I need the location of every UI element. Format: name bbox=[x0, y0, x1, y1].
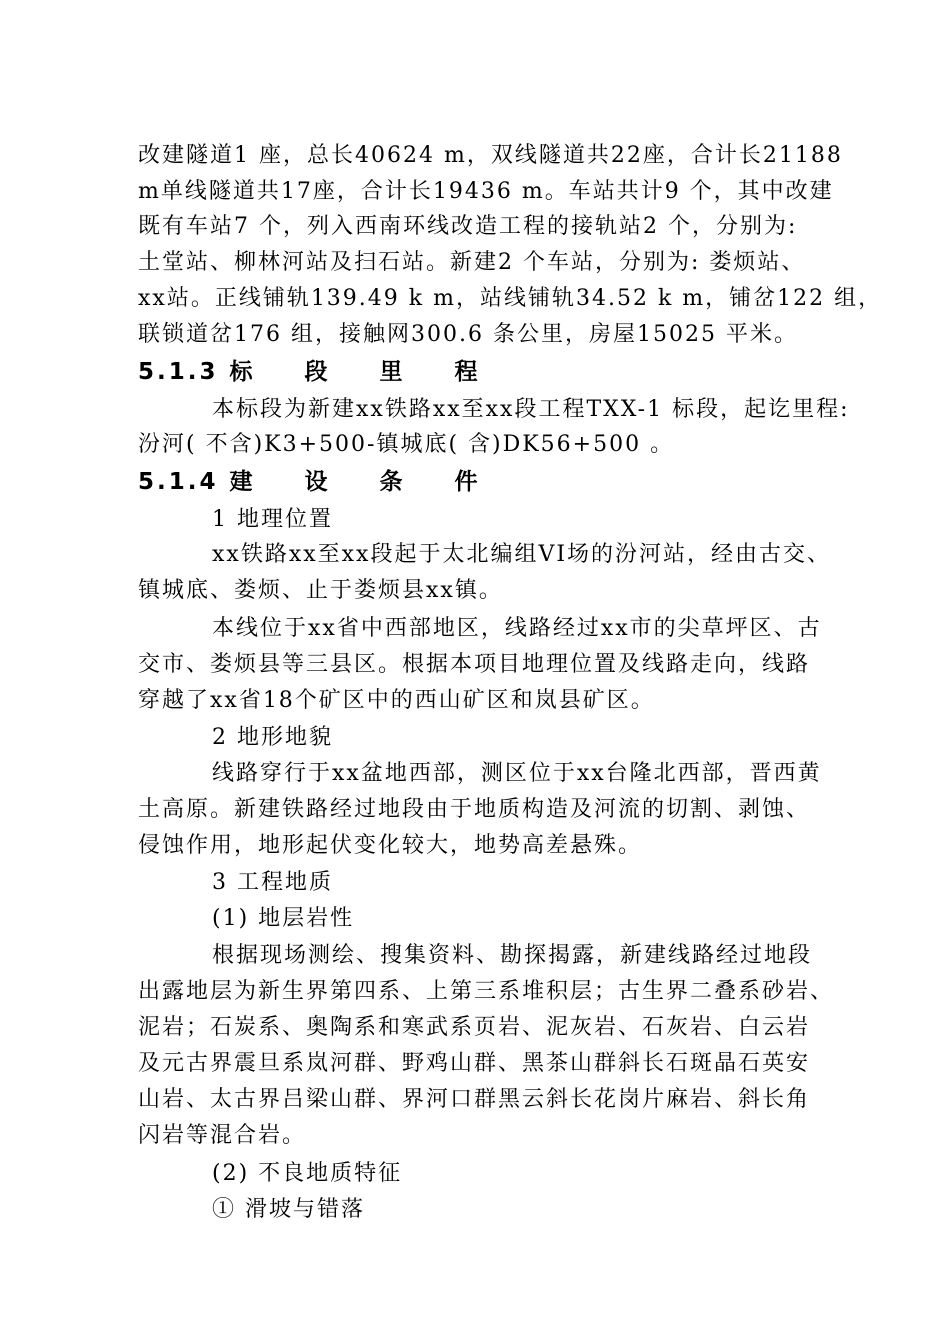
text-line: 土堂站、柳林河站及扫石站。新建2 个车站，分别为: 娄烦站、 bbox=[138, 250, 806, 275]
section-heading-5-1-3 bbox=[138, 357, 500, 387]
text-line: xx站。正线铺轨139.49 k m，站线铺轨34.52 k m，铺岔122 组， bbox=[138, 286, 883, 311]
subsection-heading: 1 地理位置 bbox=[212, 507, 333, 532]
subsection-heading: 2 地形地貌 bbox=[212, 725, 333, 750]
section-number: 5.1.3 bbox=[138, 359, 219, 385]
text-line: m单线隧道共17座，合计长19436 m。车站共计9 个，其中改建 bbox=[138, 179, 834, 204]
section-number: 5.1.4 bbox=[138, 469, 219, 495]
section-title: 标 段 里 程 bbox=[229, 359, 500, 385]
text-line: 土高原。新建铁路经过地段由于地质构造及河流的切割、剥蚀、 bbox=[138, 797, 811, 822]
text-line: 出露地层为新生界第四系、上第三系堆积层；古生界二叠系砂岩、 bbox=[138, 979, 835, 1004]
text-line: 交市、娄烦县等三县区。根据本项目地理位置及线路走向，线路 bbox=[138, 652, 811, 677]
text-line: 镇城底、娄烦、止于娄烦县xx镇。 bbox=[138, 578, 503, 603]
text-line: 线路穿行于xx盆地西部，测区位于xx台隆北西部，晋西黄 bbox=[212, 761, 822, 786]
text-line: 侵蚀作用，地形起伏变化较大，地势高差悬殊。 bbox=[138, 833, 643, 858]
text-line: 汾河( 不含)K3+500-镇城底( 含)DK56+500 。 bbox=[138, 432, 675, 457]
text-line: 闪岩等混合岩。 bbox=[138, 1123, 307, 1148]
text-line: 根据现场测绘、搜集资料、勘探揭露，新建线路经过地段 bbox=[212, 943, 813, 968]
text-line: xx铁路xx至xx段起于太北编组VI场的汾河站，经由古交、 bbox=[212, 542, 832, 567]
list-item-heading: (1) 地层岩性 bbox=[212, 906, 355, 931]
text-line: 穿越了xx省18个矿区中的西山矿区和岚县矿区。 bbox=[138, 688, 655, 713]
text-line: 改建隧道1 座，总长40624 m，双线隧道共22座，合计长21188 bbox=[138, 143, 843, 168]
text-line: 联锁道岔176 组，接触网300.6 条公里，房屋15025 平米。 bbox=[138, 322, 798, 347]
text-line: 既有车站7 个，列入西南环线改造工程的接轨站2 个，分别为: bbox=[138, 214, 798, 239]
text-line: 本线位于xx省中西部地区，线路经过xx市的尖草坪区、古 bbox=[212, 616, 822, 641]
subsection-heading: 3 工程地质 bbox=[212, 870, 333, 895]
text-line: 山岩、太古界吕梁山群、界河口群黑云斜长花岗片麻岩、斜长角 bbox=[138, 1087, 811, 1112]
text-line: 泥岩；石炭系、奥陶系和寒武系页岩、泥灰岩、石灰岩、白云岩 bbox=[138, 1015, 811, 1040]
text-line: 及元古界震旦系岚河群、野鸡山群、黑茶山群斜长石斑晶石英安 bbox=[138, 1051, 811, 1076]
list-item-heading: (2) 不良地质特征 bbox=[212, 1161, 403, 1186]
section-heading-5-1-4 bbox=[138, 467, 500, 497]
section-title: 建 设 条 件 bbox=[229, 469, 500, 495]
text-line: 本标段为新建xx铁路xx至xx段工程TXX-1 标段，起讫里程: bbox=[212, 397, 850, 422]
list-item-heading: ① 滑坡与错落 bbox=[212, 1197, 365, 1222]
